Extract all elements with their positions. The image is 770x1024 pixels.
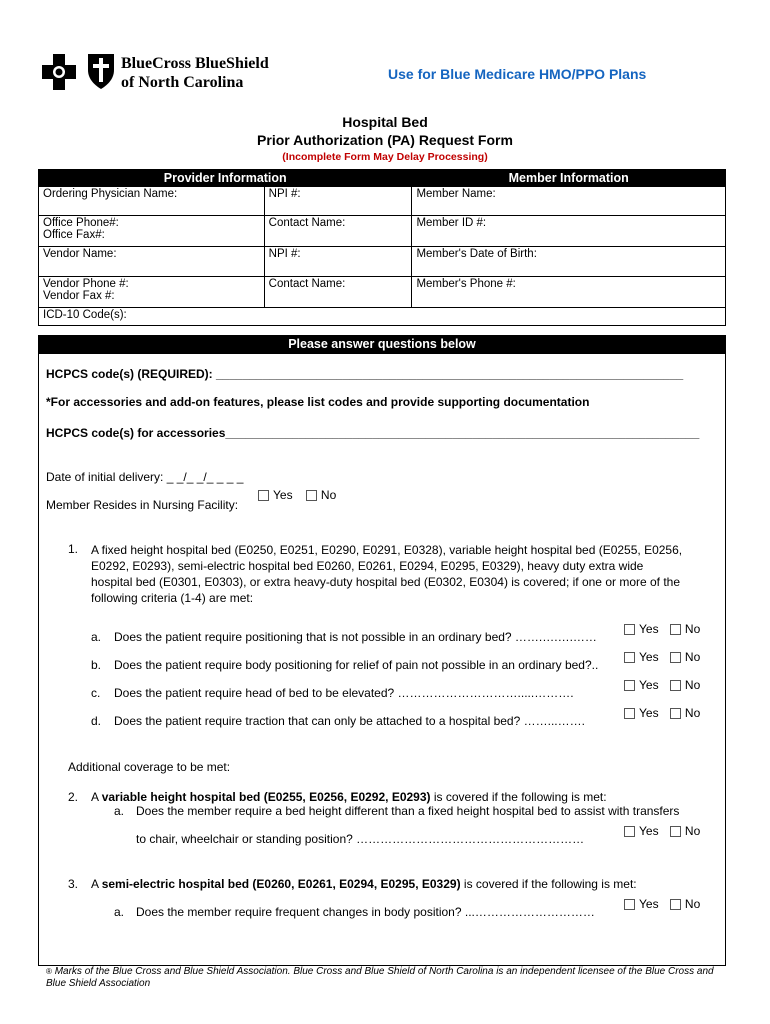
brand-line2: of North Carolina	[121, 74, 244, 91]
initial-delivery-field[interactable]: Date of initial delivery: _ _/_ _/_ _ _ _	[46, 470, 244, 484]
no-label: No	[320, 488, 337, 502]
q3a-text: Does the member require frequent changes in body position? ...…………………………	[136, 905, 595, 919]
q1d-text: Does the patient require traction that can only be attached to a hospital bed? ……...…….	[114, 714, 585, 728]
vendor-fax-label: Vendor Fax #:	[43, 290, 115, 302]
q2a-options	[624, 824, 700, 838]
q1c-options	[624, 678, 700, 692]
nursing-facility-options	[258, 488, 336, 502]
q2-bold: variable height hospital bed (E0255, E0256, E0292, E0293)	[101, 790, 431, 804]
vendor-phone-label: Vendor Phone #:	[43, 278, 129, 290]
logo	[42, 50, 302, 100]
npi-field-1[interactable]: NPI #:	[264, 187, 412, 216]
q3-pre: A	[91, 877, 102, 891]
q1c-no-checkbox[interactable]	[670, 680, 681, 691]
member-header: Member Information	[412, 170, 726, 187]
q1-line2: E0292, E0293), semi-electric hospital bed E0260, E0261, E0294, E0295, E0329), heavy duty extra wide	[91, 559, 644, 573]
q3a-letter: a.	[114, 905, 125, 919]
form-subtitle: (Incomplete Form May Delay Processing)	[282, 151, 488, 163]
brand-line1: BlueCross BlueShield	[121, 55, 269, 72]
q1-line4: following criteria (1-4) are met:	[91, 591, 254, 605]
yes-label: Yes	[639, 824, 659, 838]
q1a-yes-checkbox[interactable]	[624, 624, 635, 635]
yes-label: Yes	[273, 488, 293, 502]
no-label: No	[684, 678, 701, 692]
ordering-physician-field[interactable]: Ordering Physician Name:	[39, 187, 265, 216]
q1d-yes-checkbox[interactable]	[624, 708, 635, 719]
info-table	[38, 169, 726, 326]
q2a-line2: to chair, wheelchair or standing position? …………………………………………………	[136, 832, 585, 846]
yes-label: Yes	[639, 897, 659, 911]
q1b-text: Does the patient require body positioning for relief of pain not possible in an ordinary bed?..	[114, 658, 599, 672]
q1a-text: Does the patient require positioning that is not possible in an ordinary bed? …….….….……	[114, 630, 597, 644]
hcpcs-accessories-field[interactable]: HCPCS code(s) for accessories_______________________________________________________________________	[46, 426, 700, 440]
q2a-letter: a.	[114, 804, 125, 818]
yes-label: Yes	[639, 650, 659, 664]
q2a-no-checkbox[interactable]	[670, 826, 681, 837]
q1-line3: hospital bed (E0301, E0303), or extra heavy-duty hospital bed (E0302, E0304) is covered; if one or more of the	[91, 575, 681, 589]
questions-header: Please answer questions below	[38, 335, 726, 354]
provider-header: Provider Information	[39, 170, 412, 187]
q3a-options	[624, 897, 700, 911]
office-phone-label: Office Phone#:	[43, 217, 119, 229]
office-phone-fax-field[interactable]	[39, 216, 265, 247]
footer-line1	[46, 966, 726, 978]
blue-cross-logo-icon	[42, 54, 76, 90]
hcpcs-required-field[interactable]: HCPCS code(s) (REQUIRED): ______________________________________________________________________	[46, 367, 684, 381]
blue-shield-logo-icon	[86, 52, 116, 90]
additional-coverage-label: Additional coverage to be met:	[68, 760, 231, 774]
accessories-note: *For accessories and add-on features, please list codes and provide supporting documentation	[46, 395, 590, 409]
member-id-field[interactable]: Member ID #:	[412, 216, 726, 247]
q3a-no-checkbox[interactable]	[670, 899, 681, 910]
registered-mark: ®	[46, 967, 52, 976]
q2-number: 2.	[68, 790, 79, 804]
member-phone-field[interactable]: Member's Phone #:	[412, 277, 726, 308]
no-label: No	[684, 824, 701, 838]
q3-bold: semi-electric hospital bed (E0260, E0261, E0294, E0295, E0329)	[101, 877, 461, 891]
nursing-facility-label: Member Resides in Nursing Facility:	[46, 498, 239, 512]
footer-line2: Blue Shield Association	[46, 978, 151, 989]
yes-label: Yes	[639, 678, 659, 692]
q1c-text: Does the patient require head of bed to be elevated? ………………………….....……….	[114, 686, 574, 700]
q1c-yes-checkbox[interactable]	[624, 680, 635, 691]
q1a-options	[624, 622, 700, 636]
member-dob-field[interactable]: Member's Date of Birth:	[412, 247, 726, 277]
q1b-letter: b.	[91, 658, 102, 672]
npi-field-2[interactable]: NPI #:	[264, 247, 412, 277]
q3a-yes-checkbox[interactable]	[624, 899, 635, 910]
q2a-yes-checkbox[interactable]	[624, 826, 635, 837]
q1b-options	[624, 650, 700, 664]
q1-line1: A fixed height hospital bed (E0250, E0251, E0290, E0291, E0328), variable height hospital bed (E0255, E0256,	[91, 543, 683, 557]
q1b-no-checkbox[interactable]	[670, 652, 681, 663]
q2-pre: A	[91, 790, 102, 804]
q1d-options	[624, 706, 700, 720]
q3-number: 3.	[68, 877, 79, 891]
q3-text	[91, 877, 637, 891]
vendor-phone-fax-field[interactable]	[39, 277, 265, 308]
contact-name-field-1[interactable]: Contact Name:	[264, 216, 412, 247]
q1d-letter: d.	[91, 714, 102, 728]
q3-post: is covered if the following is met:	[460, 877, 637, 891]
q1-number: 1.	[68, 542, 79, 556]
footer-line1-text: Marks of the Blue Cross and Blue Shield Association. Blue Cross and Blue Shield of North Carolina is an independent licensee of the Blue Cross and	[54, 966, 714, 977]
form-title-line2: Prior Authorization (PA) Request Form	[257, 132, 513, 148]
no-label: No	[684, 897, 701, 911]
q2-post: is covered if the following is met:	[430, 790, 607, 804]
q1c-letter: c.	[91, 686, 101, 700]
q1a-letter: a.	[91, 630, 102, 644]
member-name-field[interactable]: Member Name:	[412, 187, 726, 216]
vendor-name-field[interactable]: Vendor Name:	[39, 247, 265, 277]
no-label: No	[684, 622, 701, 636]
plan-note: Use for Blue Medicare HMO/PPO Plans	[388, 66, 647, 82]
no-label: No	[684, 650, 701, 664]
yes-label: Yes	[639, 706, 659, 720]
footer-note	[46, 966, 726, 990]
no-label: No	[684, 706, 701, 720]
office-fax-label: Office Fax#:	[43, 229, 105, 241]
q2-text	[91, 790, 607, 804]
form-title-line1: Hospital Bed	[342, 114, 428, 130]
icd10-field[interactable]: ICD-10 Code(s):	[39, 308, 726, 326]
q1a-no-checkbox[interactable]	[670, 624, 681, 635]
contact-name-field-2[interactable]: Contact Name:	[264, 277, 412, 308]
q1d-no-checkbox[interactable]	[670, 708, 681, 719]
q2a-line1: Does the member require a bed height different than a fixed height hospital bed to assist with transfers	[136, 804, 680, 818]
q1-text	[91, 542, 721, 606]
nursing-no-checkbox[interactable]	[306, 490, 317, 501]
nursing-yes-checkbox[interactable]	[258, 490, 269, 501]
q1b-yes-checkbox[interactable]	[624, 652, 635, 663]
yes-label: Yes	[639, 622, 659, 636]
